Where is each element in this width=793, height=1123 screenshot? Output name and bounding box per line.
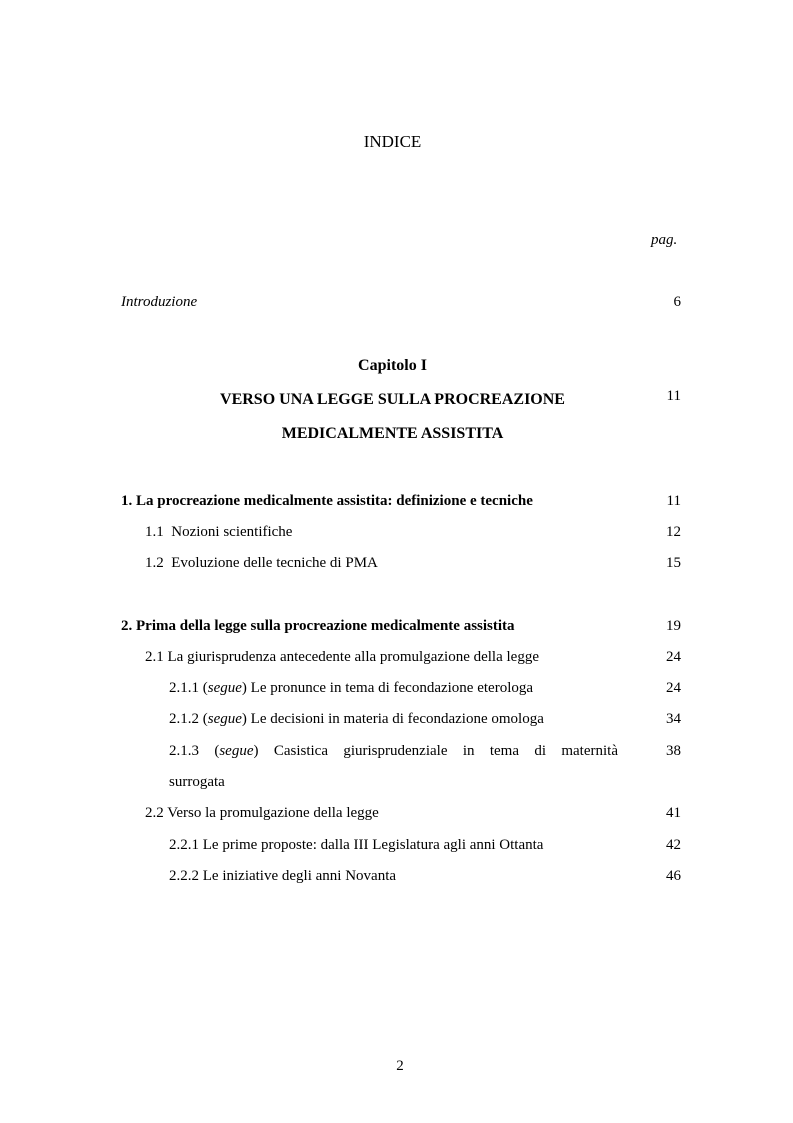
toc-entry-s2-2-1: 2.2.1 Le prime proposte: dalla III Legislatura agli anni Ottanta xyxy=(169,837,544,853)
toc-entry-s1-2: 1.2 Evoluzione delle tecniche di PMA xyxy=(145,555,378,571)
toc-page-s1-2: 15 xyxy=(666,555,681,571)
toc-page-s2-1-3: 38 xyxy=(666,743,681,759)
toc-page-s2-1: 24 xyxy=(666,649,681,665)
toc-entry-s2-1: 2.1 La giurisprudenza antecedente alla promulgazione della legge xyxy=(145,649,539,665)
toc-page-chapter: 11 xyxy=(666,388,681,404)
toc-entry-s2-1-2-rest: ) Le decisioni in materia di fecondazione omologa xyxy=(241,711,544,727)
page-title: INDICE xyxy=(363,132,422,151)
paren-close: ) xyxy=(253,743,259,759)
toc-page-s1: 11 xyxy=(666,493,681,509)
toc-entry-s2-1-1-num: 2.1.1 ( xyxy=(169,680,208,696)
word: in xyxy=(462,743,475,759)
toc-page-s2-2-1: 42 xyxy=(666,837,681,853)
chapter-label: Capitolo I xyxy=(358,357,427,374)
word: Casistica xyxy=(273,743,328,759)
toc-entry-s2-2: 2.2 Verso la promulgazione della legge xyxy=(145,805,379,821)
paren-open: ( xyxy=(214,743,220,759)
toc-page-intro: 6 xyxy=(673,294,681,310)
toc-entry-s2-1-1-rest: ) Le pronunce in tema di fecondazione eterologa xyxy=(241,680,534,696)
word-segue xyxy=(214,743,258,760)
toc-entry-s2-1-3-line1 xyxy=(169,743,618,760)
word: giurisprudenziale xyxy=(343,743,448,759)
toc-entry-intro: Introduzione xyxy=(121,294,198,310)
toc-page-s2-2-2: 46 xyxy=(666,868,681,884)
toc-page-s1-1: 12 xyxy=(666,524,681,540)
toc-entry-s2-1-3-line2: surrogata xyxy=(169,774,225,790)
toc-entry-s2-1-2-segue: segue xyxy=(207,711,242,727)
toc-entry-s2-1-1 xyxy=(169,680,533,697)
word: tema xyxy=(489,743,519,759)
toc-entry-s2-1-1-segue: segue xyxy=(207,680,242,696)
toc-page-s2: 19 xyxy=(666,618,681,634)
segue-text: segue xyxy=(219,743,254,759)
toc-entry-s2-1-2 xyxy=(169,711,544,728)
toc-entry-s2-2-2: 2.2.2 Le iniziative degli anni Novanta xyxy=(169,868,397,884)
chapter-title-line1: VERSO UNA LEGGE SULLA PROCREAZIONE xyxy=(220,391,565,408)
toc-entry-s1: 1. La procreazione medicalmente assistita: definizione e tecniche xyxy=(121,493,533,509)
page-column-label: pag. xyxy=(651,232,678,248)
chapter-title-line2: MEDICALMENTE ASSISTITA xyxy=(281,425,504,442)
word: maternità xyxy=(561,743,618,759)
toc-entry-s2: 2. Prima della legge sulla procreazione medicalmente assistita xyxy=(121,618,515,634)
word: 2.1.3 xyxy=(169,743,199,759)
word: di xyxy=(534,743,547,759)
page-number: 2 xyxy=(396,1058,404,1074)
toc-entry-s2-1-2-num: 2.1.2 ( xyxy=(169,711,208,727)
toc-page-s2-1-2: 34 xyxy=(666,711,681,727)
toc-entry-s1-1: 1.1 Nozioni scientifiche xyxy=(145,524,293,540)
toc-page-s2-1-1: 24 xyxy=(666,680,681,696)
toc-page-s2-2: 41 xyxy=(666,805,681,821)
